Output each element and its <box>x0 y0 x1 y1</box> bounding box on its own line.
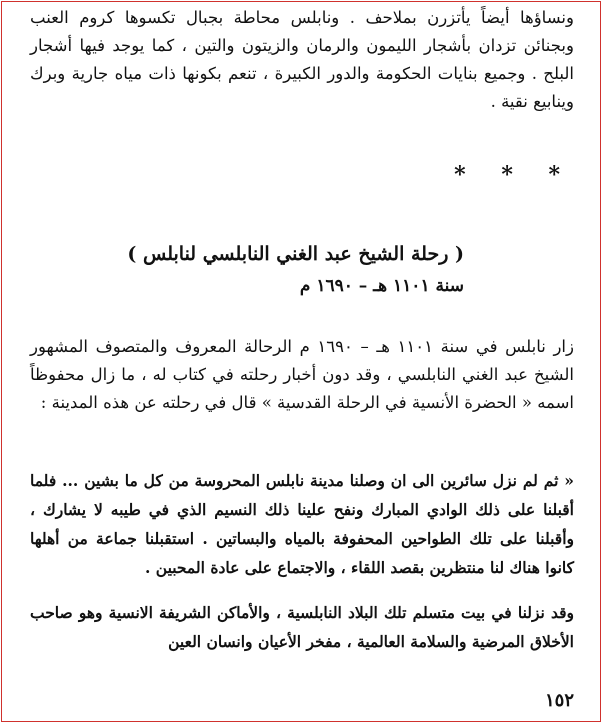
section-subtitle: سنة ١١٠١ هـ – ١٦٩٠ م <box>299 276 464 296</box>
paragraph-stay: وقد نزلنا في بيت متسلم تلك البلاد النابلسية ، والأماكن الشريفة الانسية وهو صاحب الأخلاق المرضية والسلامة العالمية ، مفخر الأعيان وانسان العين <box>30 603 574 651</box>
paragraph-nablus-description: ونساؤها أيضاً يأتزرن بملاحف . ونابلس محاطة بجبال تكسوها كروم العنب وبجنائن تزدان بأشجار الليمون والرمان والزيتون والتين ، كما يوجد فيها أشجار البلح . وجميع بنايات الحكومة والدور الكبيرة ، تنعم بكونها ذات مياه جارية وبرك وينابيع نقية . <box>30 8 574 111</box>
paragraph-visit-intro: زار نابلس في سنة ١١٠١ هـ – ١٦٩٠ م الرحالة المعروف والمتصوف المشهور الشيخ عبد الغني النابلسي ، وقد دون أخبار رحلته في كتاب له ، ما زال محفوظاً اسمه « الحضرة الأنسية في الرحلة القدسية » قال في رحلته عن هذه المدينة : <box>30 337 574 412</box>
section-title: ( رحلة الشيخ عبد الغني النابلسي لنابلس ) <box>127 243 464 265</box>
section-separator: * * * <box>454 162 574 188</box>
page-number: ١٥٢ <box>544 690 574 711</box>
quote-paragraph: « ثم لم نزل سائرين الى ان وصلنا مدينة نابلس المحروسة من كل ما بشين ... فلما أقبلنا على ذلك الوادي المبارك ونفح علينا ذلك النسيم الذي في طيبه لا يشارك ، وأقبلنا على تلك الطواحين المحفوفة بالمياه والبساتين . استقبلنا جماعة من أهلها كانوا هناك لنا منتظرين بقصد اللقاء ، والاجتماع على عادة المحبين . <box>30 471 574 577</box>
